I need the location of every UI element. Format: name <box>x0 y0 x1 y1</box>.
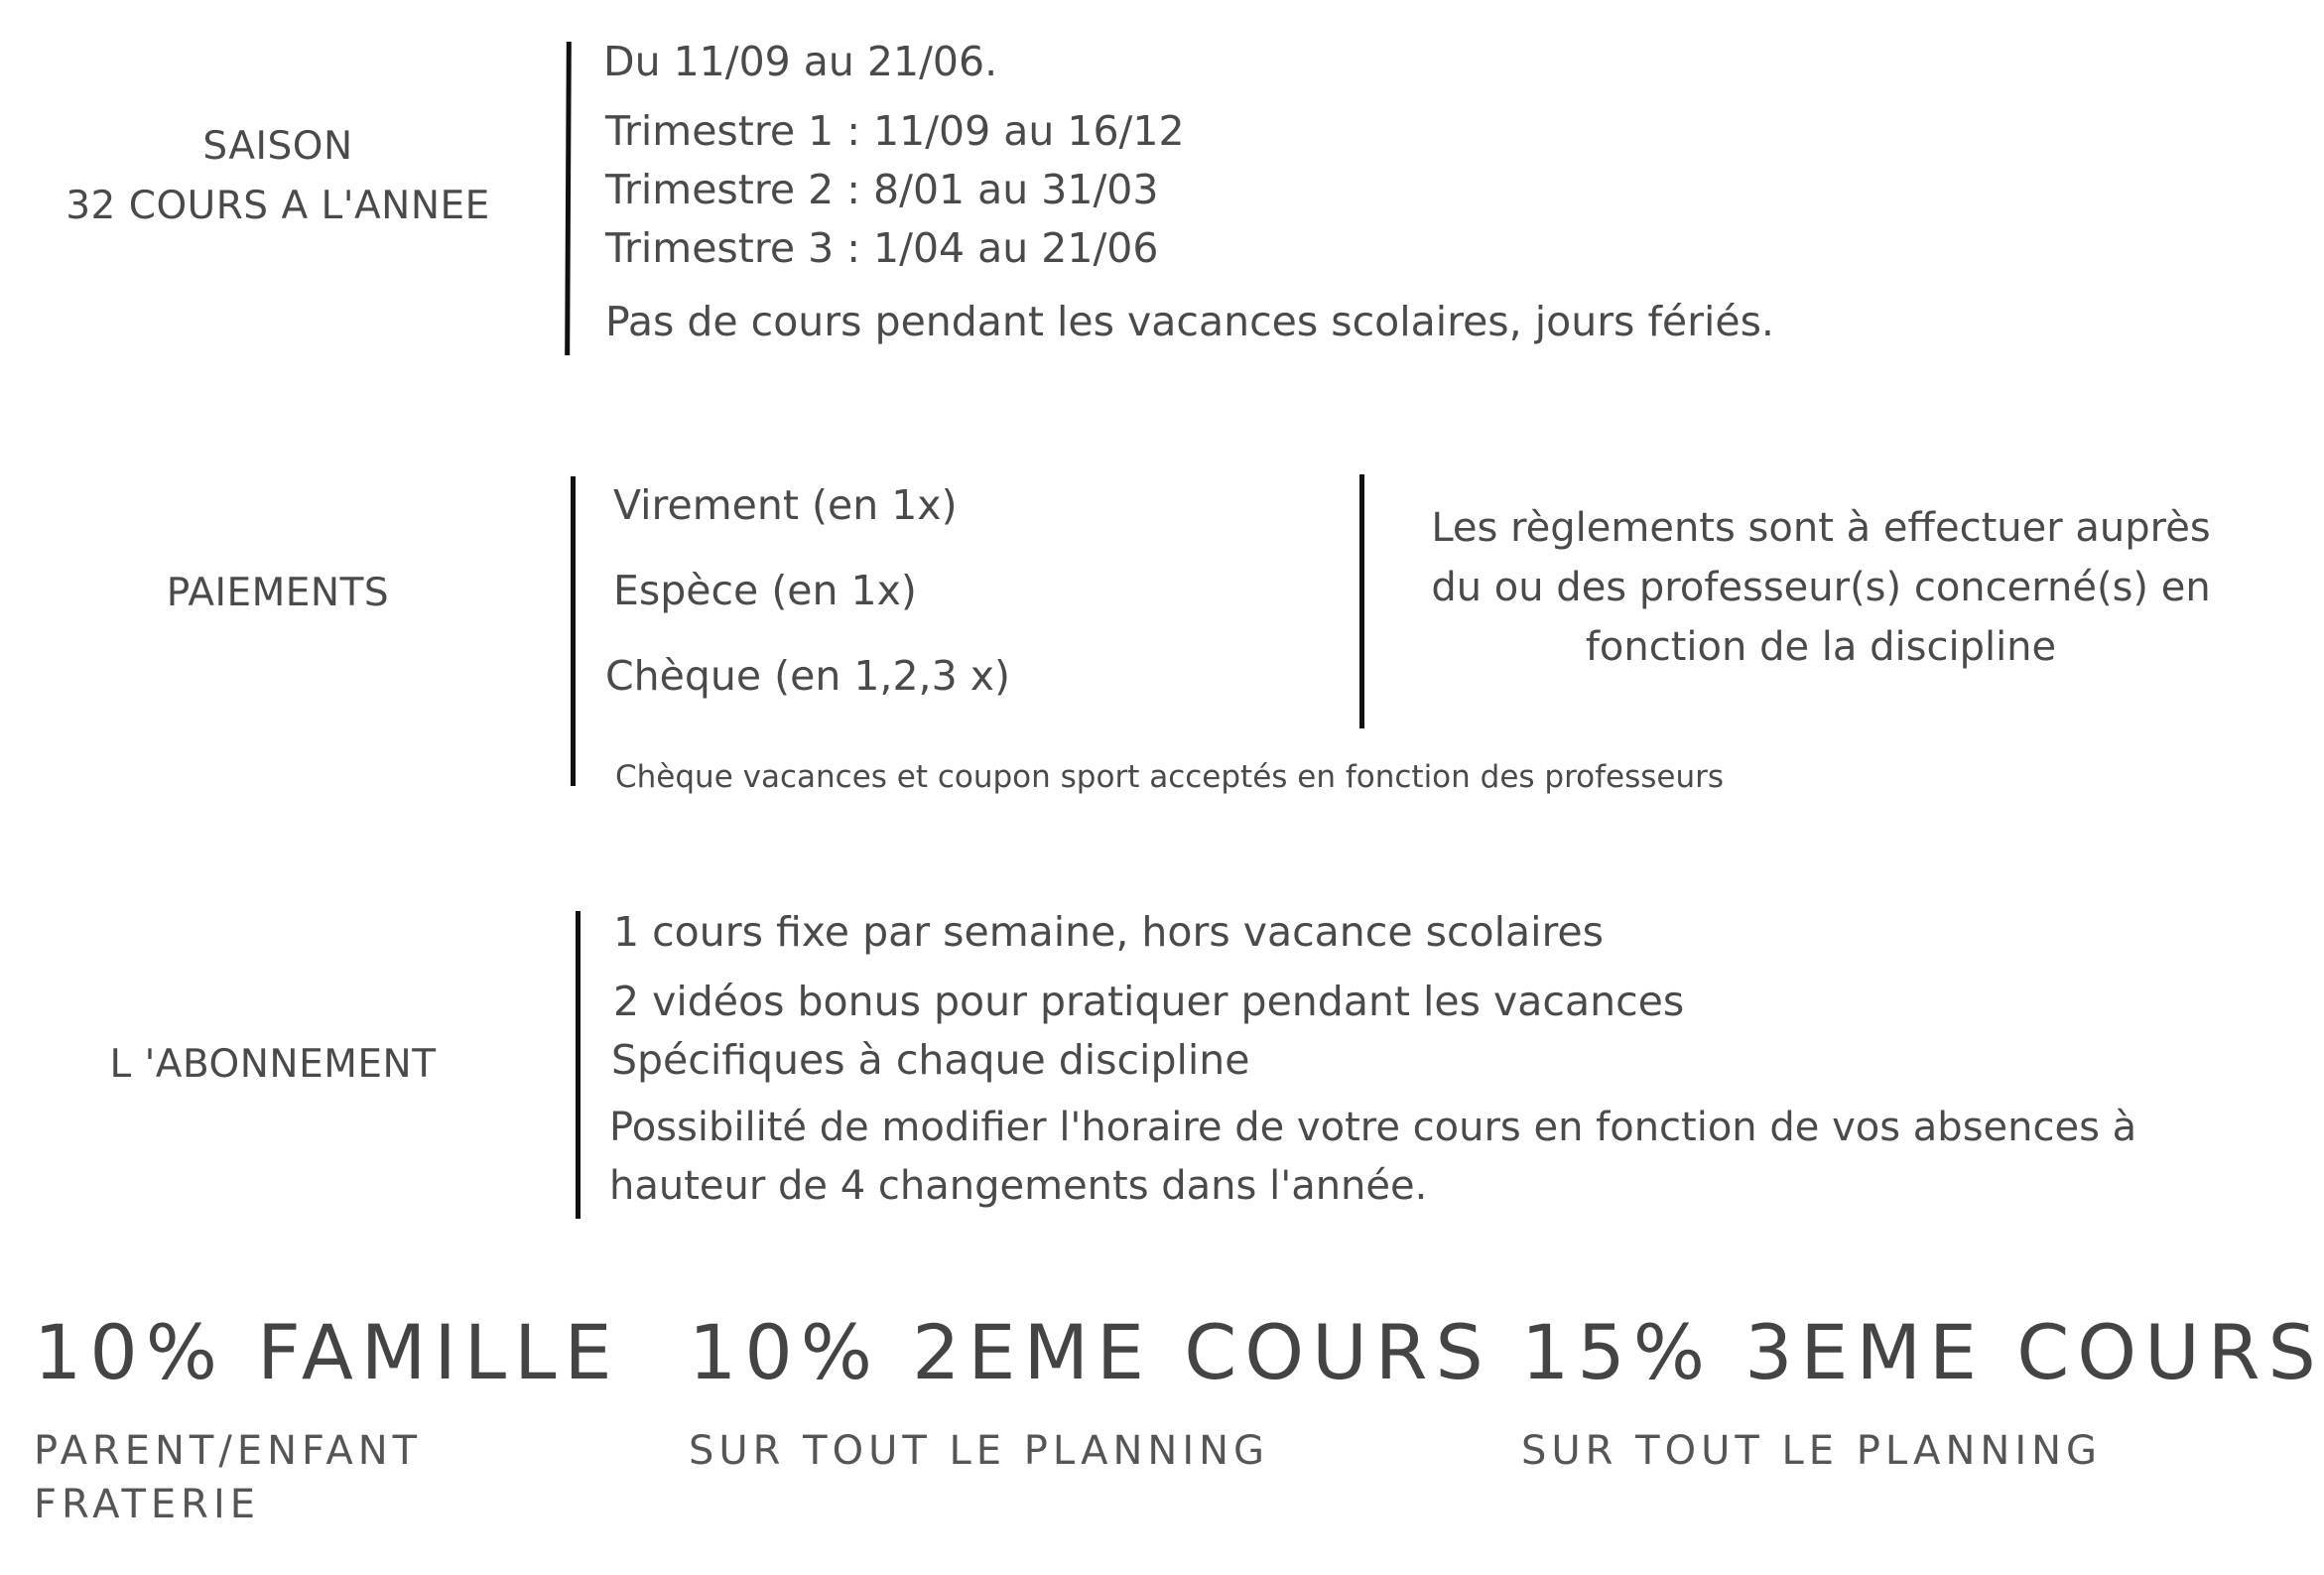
payment-method-cheque: Chèque (en 1,2,3 x) <box>605 652 1010 700</box>
abonnement-item-3-line-2: hauteur de 4 changements dans l'année. <box>609 1163 1428 1209</box>
paiements-divider <box>571 476 576 786</box>
saison-dates: Du 11/09 au 21/06. <box>603 38 998 85</box>
saison-note: Pas de cours pendant les vacances scolaires, jours fériés. <box>605 298 1774 345</box>
abonnement-divider <box>576 911 581 1219</box>
saison-label-count: 32 COURS A L'ANNEE <box>65 184 490 228</box>
right-note-line-2: du ou des professeur(s) concerné(s) en <box>1431 565 2211 610</box>
paiements-label: PAIEMENTS <box>166 571 390 615</box>
paiements-footnote: Chèque vacances et coupon sport acceptés en fonction des professeurs <box>615 759 1725 795</box>
payment-method-virement: Virement (en 1x) <box>613 481 958 529</box>
saison-divider <box>565 42 572 355</box>
trimestre-1: Trimestre 1 : 11/09 au 16/12 <box>605 107 1185 155</box>
promo-famille <box>34 1308 620 1531</box>
promo-famille-title: 10% FAMILLE <box>34 1308 620 1396</box>
promo-famille-sub-1: PARENT/ENFANT <box>34 1428 423 1474</box>
paiements-right-divider <box>1359 474 1364 728</box>
promo-2eme-cours <box>689 1308 1491 1478</box>
abonnement-label: L 'ABONNEMENT <box>109 1042 437 1087</box>
saison-label-title: SAISON <box>202 124 353 169</box>
promo-famille-sub-2: FRATERIE <box>34 1482 261 1527</box>
right-note-line-3: fonction de la discipline <box>1585 624 2057 670</box>
abonnement-item-2-line-1: 2 vidéos bonus pour pratiquer pendant les vacances <box>613 978 1685 1025</box>
trimestre-3: Trimestre 3 : 1/04 au 21/06 <box>605 224 1159 272</box>
abonnement-item-2-line-2: Spécifiques à chaque discipline <box>611 1036 1250 1084</box>
promo-3eme-cours <box>1521 1308 2324 1478</box>
trimestre-2: Trimestre 2 : 8/01 au 31/03 <box>605 166 1159 213</box>
abonnement-item-3-line-1: Possibilité de modifier l'horaire de votre cours en fonction de vos absences à <box>609 1105 2137 1150</box>
promo-3eme-cours-title: 15% 3EME COURS <box>1521 1308 2324 1396</box>
promo-2eme-cours-title: 10% 2EME COURS <box>689 1308 1491 1396</box>
payment-method-espece: Espèce (en 1x) <box>613 567 917 614</box>
promo-3eme-cours-sub: SUR TOUT LE PLANNING <box>1521 1428 2103 1474</box>
abonnement-item-1: 1 cours fixe par semaine, hors vacance scolaires <box>613 908 1605 956</box>
saison-label <box>40 117 516 236</box>
paiements-right-note <box>1394 498 2248 677</box>
right-note-line-1: Les règlements sont à effectuer auprès <box>1431 505 2211 551</box>
promo-2eme-cours-sub: SUR TOUT LE PLANNING <box>689 1428 1270 1474</box>
